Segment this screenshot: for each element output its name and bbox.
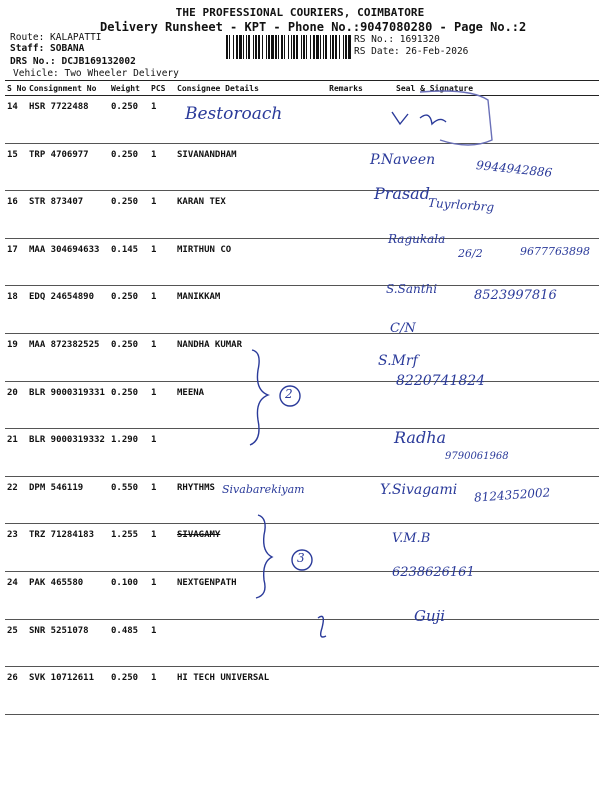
cell-consignment: BLR 9000319332 [27,429,109,477]
cell-pcs: 1 [149,429,175,477]
cell-consignment: SNR 5251078 [27,619,109,667]
table-row [5,524,599,572]
cell-remarks [320,429,372,477]
cell-consignment: STR 873407 [27,191,109,239]
cell-remarks [320,381,372,429]
hw-sig-17: Ragukala [388,232,446,246]
cell-seal [372,143,599,191]
cell-consignee: SIVANANDHAM [175,143,320,191]
cell-sno: 23 [5,524,27,572]
rs-number: RS No.: 1691320 [354,34,440,45]
cell-pcs: 1 [149,524,175,572]
rs-date: RS Date: 26-Feb-2026 [354,46,469,57]
col-seal: Seal & Signature [372,81,599,96]
cell-consignment: BLR 9000319331 [27,381,109,429]
cell-seal [372,476,599,524]
cell-remarks [320,667,372,715]
col-sno: S No [5,81,27,96]
cell-weight: 0.100 [109,571,149,619]
hw-consignee-23: Sivabarekiyam [222,483,305,496]
cell-weight: 0.250 [109,191,149,239]
cell-consignee [175,619,320,667]
cell-remarks [320,286,372,334]
cell-pcs: 1 [149,143,175,191]
table-row [5,143,599,191]
cell-seal [372,191,599,239]
cell-seal [372,619,599,667]
hw-sig-15: P.Naveen [370,152,436,168]
cell-consignee: HI TECH UNIVERSAL [175,667,320,715]
cell-remarks [320,96,372,144]
cell-weight: 0.250 [109,96,149,144]
cell-consignee: MANIKKAM [175,286,320,334]
cell-consignee: SIVAGAMY [175,524,320,572]
cell-seal [372,381,599,429]
table-row [5,476,599,524]
cell-seal [372,667,599,715]
cell-weight: 0.250 [109,333,149,381]
cell-weight: 0.250 [109,286,149,334]
cell-pcs: 1 [149,381,175,429]
cell-consignment: TRP 4706977 [27,143,109,191]
hw-phone-15: 9944942886 [475,158,553,180]
cell-consignee: MEENA [175,381,320,429]
cell-remarks [320,524,372,572]
cell-sno: 24 [5,571,27,619]
barcode [226,35,350,59]
cell-consignee: MIRTHUN CO [175,238,320,286]
cell-consignment: DPM 546119 [27,476,109,524]
hw-sig-18: S.Santhi [386,282,438,296]
hw-phone-22: 9790061968 [445,451,509,462]
cell-sno: 19 [5,333,27,381]
cell-consignment: EDQ 24654890 [27,286,109,334]
cell-consignment: SVK 10712611 [27,667,109,715]
hw-sig-20: S.Mrf [378,353,418,369]
cell-seal [372,238,599,286]
cell-weight: 0.250 [109,381,149,429]
cell-consignment: TRZ 71284183 [27,524,109,572]
cell-weight: 0.250 [109,143,149,191]
cell-pcs: 1 [149,619,175,667]
table-row [5,429,599,477]
cell-sno: 15 [5,143,27,191]
cell-consignment: MAA 872382525 [27,333,109,381]
hw-bracket-num-21: 2 [285,387,293,401]
cell-remarks [320,333,372,381]
cell-remarks [320,571,372,619]
cell-weight: 1.255 [109,524,149,572]
cell-weight: 0.550 [109,476,149,524]
hw-sig-24: V.M.B [392,531,431,546]
cell-pcs: 1 [149,96,175,144]
table-row [5,191,599,239]
hw-bracket-num-25: 3 [297,551,305,565]
drs-number: DRS No.: DCJB169132002 [10,56,136,67]
hw-note-16: Tuyrlorbrg [427,195,495,215]
cell-sno: 20 [5,381,27,429]
company-title: THE PROFESSIONAL COURIERS, COIMBATORE [175,6,425,19]
hw-date-17: 26/2 [458,247,483,260]
cell-remarks [320,143,372,191]
cell-seal [372,286,599,334]
table-row [5,571,599,619]
cell-pcs: 1 [149,667,175,715]
hw-sig-22: Radha [394,428,447,447]
cell-consignment: MAA 304694633 [27,238,109,286]
route-label: Route: KALAPATTI [10,32,102,43]
runsheet-table [5,80,599,715]
cell-sno: 16 [5,191,27,239]
cell-seal [372,429,599,477]
table-row [5,238,599,286]
hw-consignee-14: Bestoroach [185,104,283,124]
hw-sig-26: Guji [414,607,446,625]
hw-note-19: C/N [390,321,416,336]
cell-seal [372,571,599,619]
cell-consignee: RHYTHMS [175,476,320,524]
cell-pcs: 1 [149,191,175,239]
cell-pcs: 1 [149,333,175,381]
cell-pcs: 1 [149,571,175,619]
cell-weight: 0.145 [109,238,149,286]
cell-remarks [320,238,372,286]
cell-pcs: 1 [149,286,175,334]
cell-consignee: KARAN TEX [175,191,320,239]
vehicle-label: Vehicle: Two Wheeler Delivery [13,68,179,79]
cell-seal [372,524,599,572]
cell-consignment: PAK 465580 [27,571,109,619]
col-consignee: Consignee Details [175,81,320,96]
cell-sno: 22 [5,476,27,524]
col-remarks: Remarks [320,81,372,96]
col-pcs: PCS [149,81,175,96]
cell-consignee [175,429,320,477]
hw-phone-18: 8523997816 [474,288,557,303]
cell-seal [372,96,599,144]
table-row [5,286,599,334]
cell-weight: 0.485 [109,619,149,667]
table-row [5,333,599,381]
col-consignment: Consignment No [27,81,109,96]
cell-consignment: HSR 7722488 [27,96,109,144]
cell-sno: 25 [5,619,27,667]
cell-weight: 0.250 [109,667,149,715]
hw-sig-23: Y.Sivagami [380,482,458,498]
cell-remarks [320,191,372,239]
runsheet-title: Delivery Runsheet - KPT - Phone No.:9047080280 - Page No.:2 [100,20,527,34]
cell-consignee: NEXTGENPATH [175,571,320,619]
table-row [5,619,599,667]
col-weight: Weight [109,81,149,96]
hw-phone-17: 9677763898 [520,245,590,258]
cell-sno: 26 [5,667,27,715]
table-row [5,667,599,715]
table-row [5,96,599,144]
hw-phone-20: 8220741824 [396,373,486,389]
cell-pcs: 1 [149,238,175,286]
staff-label: Staff: SOBANA [10,43,85,54]
cell-sno: 21 [5,429,27,477]
table-header-row [5,81,599,96]
hw-phone-25: 6238626161 [392,565,475,580]
cell-seal [372,333,599,381]
cell-remarks [320,619,372,667]
cell-weight: 1.290 [109,429,149,477]
cell-consignee: NANDHA KUMAR [175,333,320,381]
cell-consignee [175,96,320,144]
table-row [5,381,599,429]
cell-remarks [320,476,372,524]
cell-sno: 14 [5,96,27,144]
hw-sig-16: Prasad [374,184,430,203]
cell-sno: 18 [5,286,27,334]
cell-sno: 17 [5,238,27,286]
cell-pcs: 1 [149,476,175,524]
hw-phone-23: 8124352002 [473,485,551,505]
